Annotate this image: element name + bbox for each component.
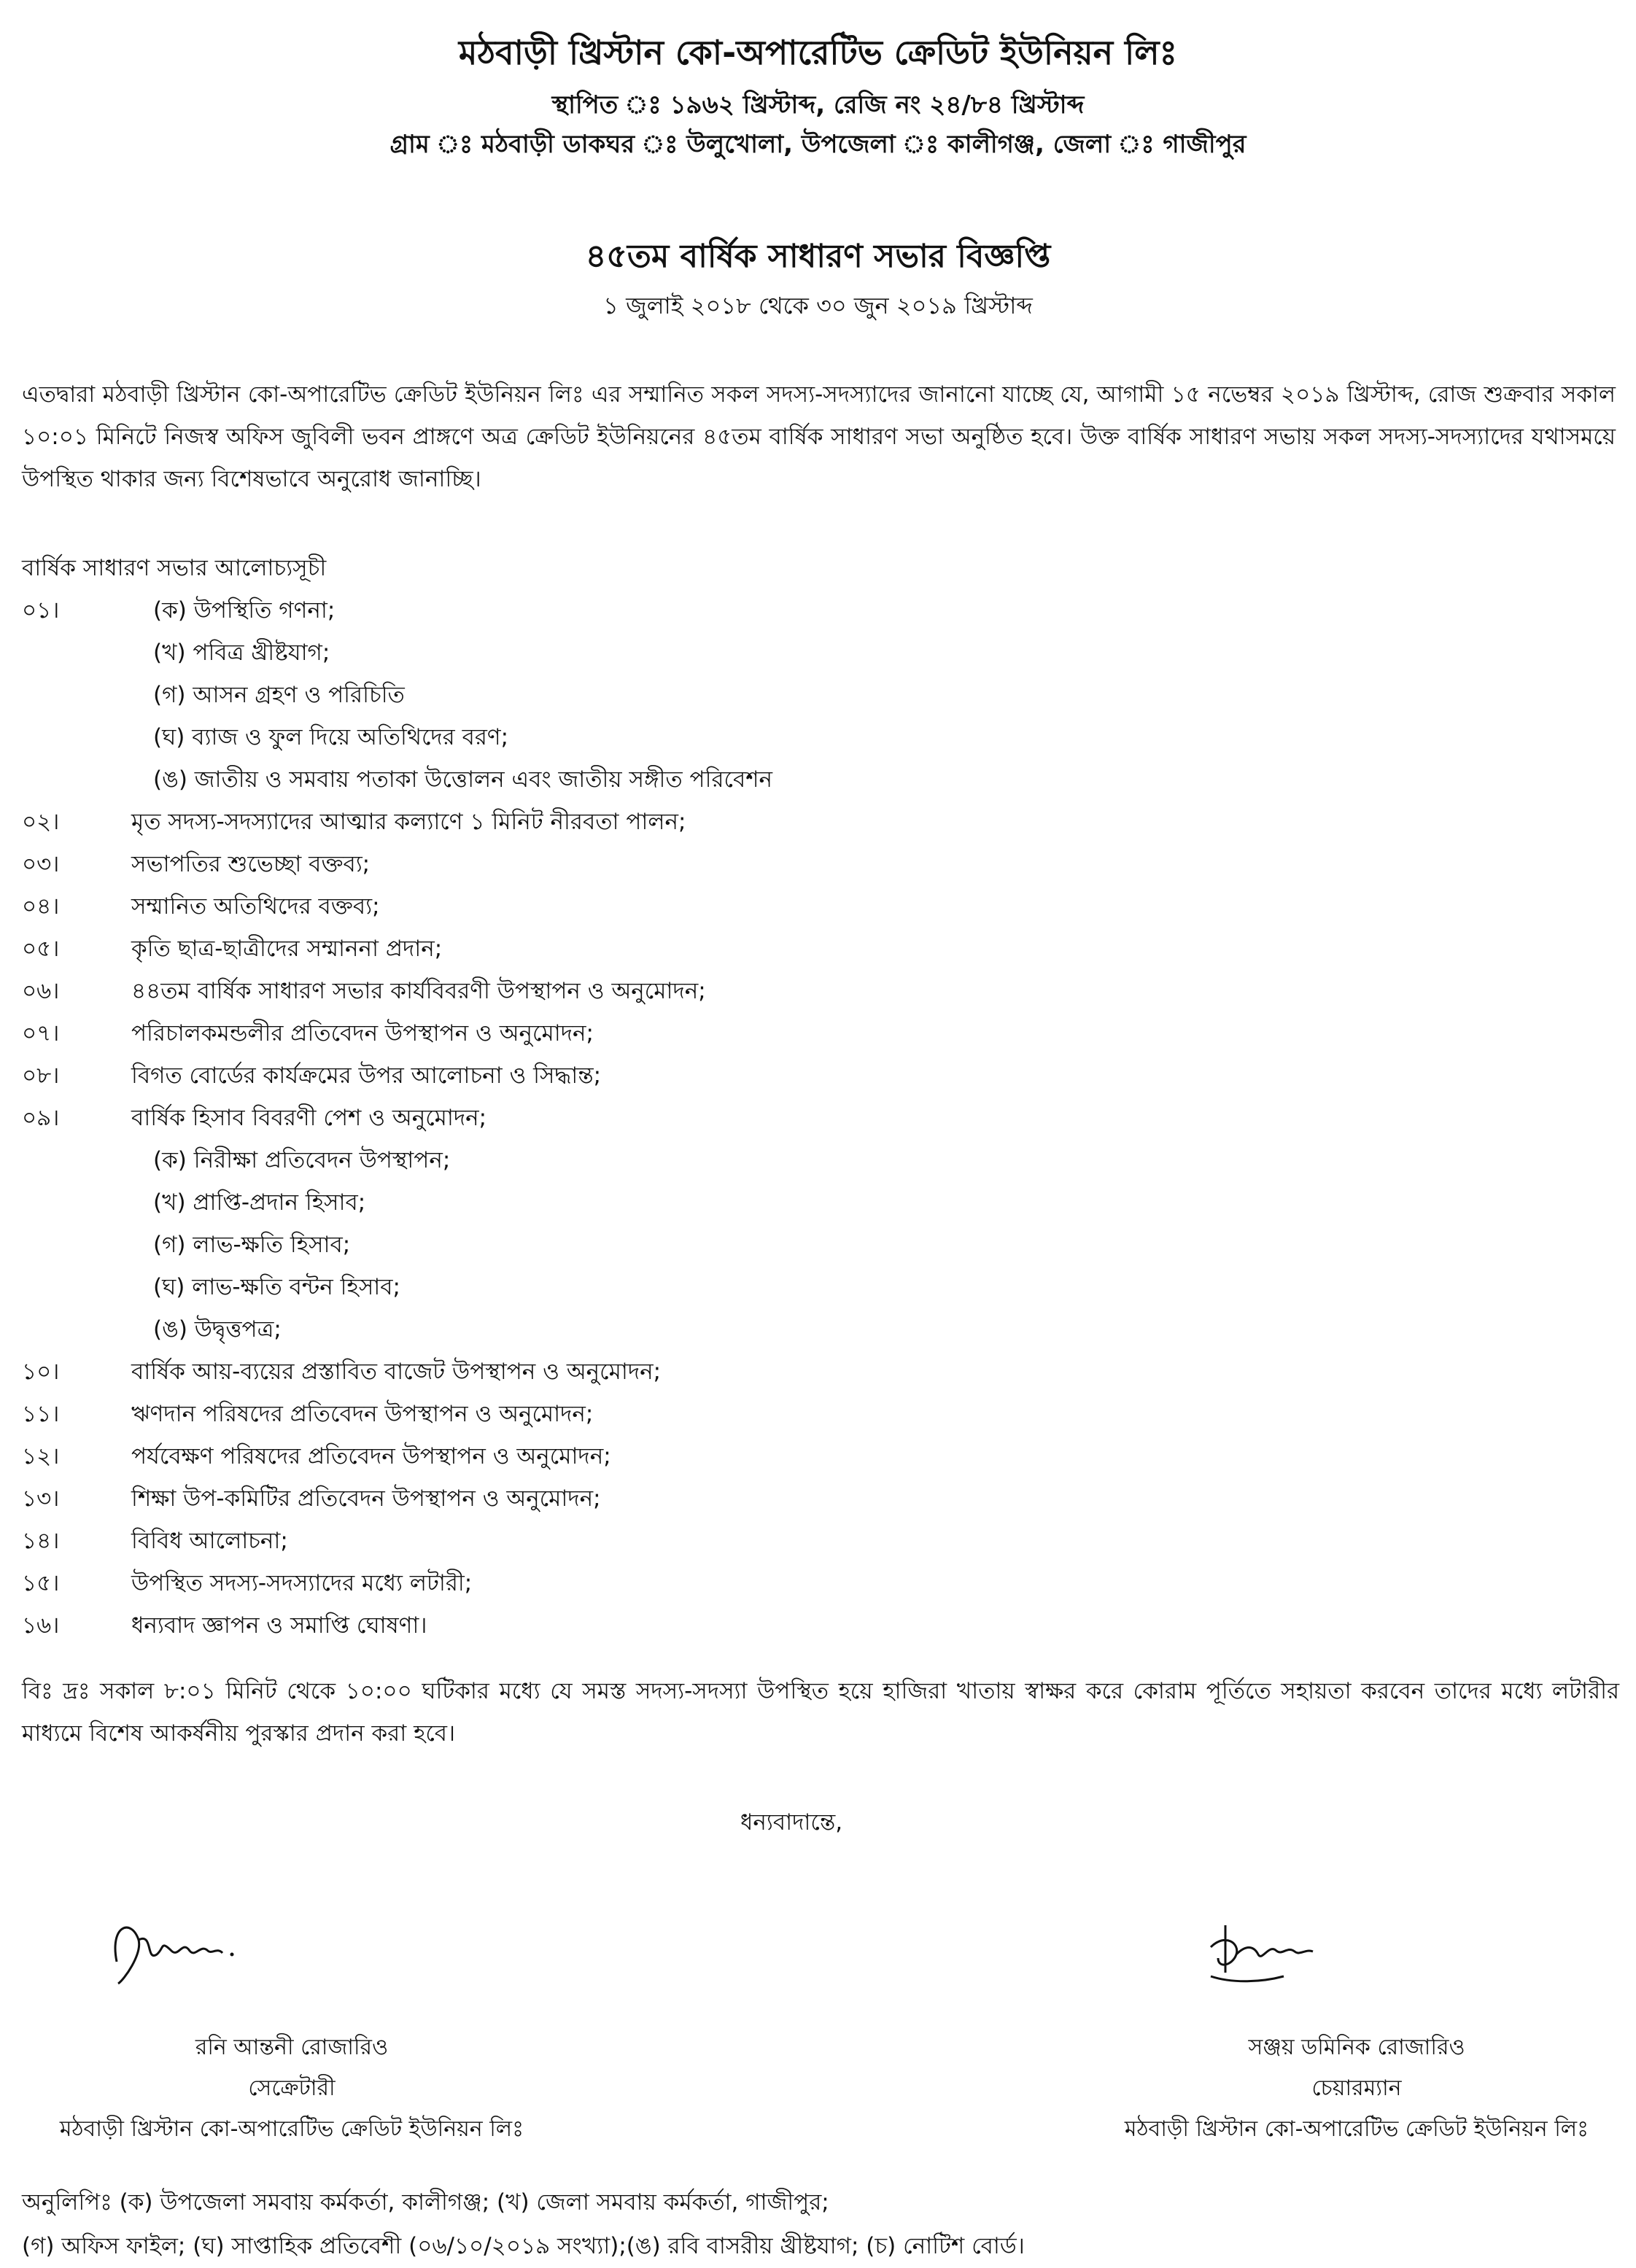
agenda-item <box>22 801 1612 843</box>
chairman-name: সঞ্জয় ডমিনিক রোজারিও <box>1248 2035 1465 2060</box>
agenda-item <box>22 1224 1612 1266</box>
notice-period: ১ জুলাই ২০১৮ থেকে ৩০ জুন ২০১৯ খ্রিস্টাব্দ <box>603 292 1033 319</box>
agenda-item-number: ০৭। <box>22 1020 60 1046</box>
agenda-item-text: মৃত সদস্য-সদস্যাদের আত্মার কল্যাণে ১ মিনিট নীরবতা পালন; <box>131 809 686 835</box>
agenda-item-text: ৪৪তম বার্ষিক সাধারণ সভার কার্যবিবরণী উপস্থাপন ও অনুমোদন; <box>131 978 706 1004</box>
agenda-item <box>22 632 1612 674</box>
organization-address: গ্রাম ঃ মঠবাড়ী ডাকঘর ঃ উলুখোলা, উপজেলা ঃ কালীগঞ্জ, জেলা ঃ গাজীপুর <box>389 130 1247 159</box>
agenda-subitem: (ঘ) ব্যাজ ও ফুল দিয়ে অতিথিদের বরণ; <box>153 724 509 750</box>
agenda-subitem: (ঙ) জাতীয় ও সমবায় পতাকা উত্তোলন এবং জাতীয় সঙ্গীত পরিবেশন <box>153 766 773 793</box>
agenda-item <box>22 674 1612 716</box>
organization-name: মঠবাড়ী খ্রিস্টান কো-অপারেটিভ ক্রেডিট ইউনিয়ন লিঃ <box>458 33 1178 72</box>
agenda-item-text: বিগত বোর্ডের কার্যক্রমের উপর আলোচনা ও সিদ্ধান্ত; <box>131 1063 602 1089</box>
agenda-item-number: ১০। <box>22 1359 60 1385</box>
agenda-item-text: বার্ষিক আয়-ব্যয়ের প্রস্তাবিত বাজেট উপস্থাপন ও অনুমোদন; <box>131 1359 662 1385</box>
chairman-signature <box>1196 1903 1327 1991</box>
agenda-item <box>22 885 1612 928</box>
intro-paragraph <box>22 373 1616 500</box>
agenda-item <box>22 1351 1612 1393</box>
agenda-item-number: ০১। <box>22 597 60 624</box>
chairman-org: মঠবাড়ী খ্রিস্টান কো-অপারেটিভ ক্রেডিট ইউনিয়ন লিঃ <box>1124 2116 1589 2142</box>
agenda-subitem: (খ) পবিত্র খ্রীষ্টযাগ; <box>153 640 330 666</box>
agenda-item-text: বিবিধ আলোচনা; <box>131 1528 288 1554</box>
agenda-subitem: (ক) উপস্থিতি গণনা; <box>153 597 336 624</box>
agenda-list <box>22 589 1612 1647</box>
secretary-org: মঠবাড়ী খ্রিস্টান কো-অপারেটিভ ক্রেডিট ইউনিয়ন লিঃ <box>59 2116 524 2142</box>
agenda-item-text: সভাপতির শুভেচ্ছা বক্তব্য; <box>131 851 371 877</box>
agenda-heading: বার্ষিক সাধারণ সভার আলোচ্যসূচী <box>22 555 327 581</box>
agenda-item-number: ০৬। <box>22 978 60 1004</box>
notice-title: ৪৫তম বার্ষিক সাধারণ সভার বিজ্ঞপ্তি <box>585 238 1051 275</box>
agenda-item <box>22 716 1612 758</box>
agenda-item <box>22 1139 1612 1181</box>
agenda-item <box>22 843 1612 885</box>
chairman-block <box>1087 2027 1627 2150</box>
copies-list <box>22 2180 1025 2268</box>
agenda-item <box>22 758 1612 801</box>
agenda-item-number: ০৪। <box>22 893 60 920</box>
agenda-item <box>22 928 1612 970</box>
secretary-signature <box>102 1911 248 1991</box>
agenda-item <box>22 1308 1612 1351</box>
agenda-item <box>22 1097 1612 1139</box>
secretary-name: রনি আন্তনী রোজারিও <box>195 2035 389 2060</box>
establishment-info: স্থাপিত ঃ ১৯৬২ খ্রিস্টাব্দ, রেজি নং ২৪/৮৪ খ্রিস্টাব্দ <box>551 90 1085 120</box>
agenda-item <box>22 970 1612 1012</box>
agenda-item <box>22 1055 1612 1097</box>
secretary-title: সেক্রেটারী <box>248 2075 336 2101</box>
closing-thanks: ধন্যবাদান্তে, <box>740 1809 843 1836</box>
agenda-item <box>22 1520 1612 1562</box>
agenda-item-number: ১৪। <box>22 1528 60 1554</box>
agenda-item-text: শিক্ষা উপ-কমিটির প্রতিবেদন উপস্থাপন ও অনুমোদন; <box>131 1486 601 1512</box>
agenda-item-number: ১৫। <box>22 1570 60 1596</box>
agenda-item-text: ধন্যবাদ জ্ঞাপন ও সমাপ্তি ঘোষণা। <box>131 1612 427 1639</box>
agenda-subitem: (ঘ) লাভ-ক্ষতি বন্টন হিসাব; <box>153 1274 400 1300</box>
chairman-title: চেয়ারম্যান <box>1311 2075 1402 2101</box>
agenda-item-number: ০৮। <box>22 1063 60 1089</box>
agenda-item <box>22 1393 1612 1435</box>
agenda-item-number: ১১। <box>22 1401 60 1427</box>
agenda-item-number: ১৩। <box>22 1486 60 1512</box>
agenda-subitem: (ক) নিরীক্ষা প্রতিবেদন উপস্থাপন; <box>153 1147 451 1173</box>
agenda-item-text: সম্মানিত অতিথিদের বক্তব্য; <box>131 893 380 920</box>
intro-text: এতদ্বারা মঠবাড়ী খ্রিস্টান কো-অপারেটিভ ক্রেডিট ইউনিয়ন লিঃ এর সম্মানিত সকল সদস্য-সদস্যাদের জানানো যাচ্ছে যে, আগামী ১৫ নভেম্বর ২০১৯ খ্রিস্টাব্দ, রোজ শুক্রবার সকাল ১০:০১ মিনিটে নিজস্ব অফিস জুবিলী ভবন প্রাঙ্গণে অত্র ক্রেডিট ইউনিয়নের ৪৫তম বার্ষিক সাধারণ সভা অনুষ্ঠিত হবে। উক্ত বার্ষিক সাধারণ সভায় সকল সদস্য-সদস্যাদের যথাসময়ে উপস্থিত থাকার জন্য বিশেষভাবে অনুরোধ জানাচ্ছি। <box>22 381 1616 492</box>
copies-line-2: (গ) অফিস ফাইল; (ঘ) সাপ্তাহিক প্রতিবেশী (০৬/১০/২০১৯ সংখ্যা);(ঙ) রবি বাসরীয় খ্রীষ্টযাগ; (চ) নোটিশ বোর্ড। <box>22 2233 1025 2259</box>
agenda-item <box>22 1266 1612 1308</box>
agenda-item <box>22 1604 1612 1647</box>
note-paragraph <box>22 1670 1619 1755</box>
agenda-item-text: উপস্থিত সদস্য-সদস্যাদের মধ্যে লটারী; <box>131 1570 473 1596</box>
agenda-item-text: পরিচালকমন্ডলীর প্রতিবেদন উপস্থাপন ও অনুমোদন; <box>131 1020 594 1046</box>
agenda-subitem: (ঙ) উদ্বৃত্তপত্র; <box>153 1316 282 1343</box>
agenda-subitem: (খ) প্রাপ্তি-প্রদান হিসাব; <box>153 1189 366 1216</box>
agenda-item <box>22 1181 1612 1224</box>
secretary-block <box>15 2027 569 2150</box>
agenda-subitem: (গ) লাভ-ক্ষতি হিসাব; <box>153 1232 351 1258</box>
agenda-item <box>22 1562 1612 1604</box>
agenda-item <box>22 1477 1612 1520</box>
agenda-item-text: পর্যবেক্ষণ পরিষদের প্রতিবেদন উপস্থাপন ও অনুমোদন; <box>131 1443 611 1469</box>
agenda-item <box>22 589 1612 632</box>
agenda-item-number: ০৫। <box>22 936 60 962</box>
copies-line-1: অনুলিপিঃ (ক) উপজেলা সমবায় কর্মকর্তা, কালীগঞ্জ; (খ) জেলা সমবায় কর্মকর্তা, গাজীপুর; <box>22 2189 829 2215</box>
agenda-item-text: কৃতি ছাত্র-ছাত্রীদের সম্মাননা প্রদান; <box>131 936 443 962</box>
note-text: বিঃ দ্রঃ সকাল ৮:০১ মিনিট থেকে ১০:০০ ঘটিকার মধ্যে যে সমস্ত সদস্য-সদস্যা উপস্থিত হয়ে হাজিরা খাতায় স্বাক্ষর করে কোরাম পূর্তিতে সহায়তা করবেন তাদের মধ্যে লটারীর মাধ্যমে বিশেষ আকর্ষনীয় পুরস্কার প্রদান করা হবে। <box>22 1678 1619 1747</box>
agenda-item-text: বার্ষিক হিসাব বিবরণী পেশ ও অনুমোদন; <box>131 1105 487 1131</box>
agenda-subitem: (গ) আসন গ্রহণ ও পরিচিতি <box>153 682 405 708</box>
agenda-item-text: ঋণদান পরিষদের প্রতিবেদন উপস্থাপন ও অনুমোদন; <box>131 1401 594 1427</box>
agenda-item <box>22 1435 1612 1477</box>
agenda-item-number: ১৬। <box>22 1612 60 1639</box>
agenda-item-number: ০৯। <box>22 1105 60 1131</box>
agenda-item-number: ১২। <box>22 1443 60 1469</box>
agenda-item <box>22 1012 1612 1055</box>
agenda-item-number: ০২। <box>22 809 60 835</box>
agenda-item-number: ০৩। <box>22 851 60 877</box>
